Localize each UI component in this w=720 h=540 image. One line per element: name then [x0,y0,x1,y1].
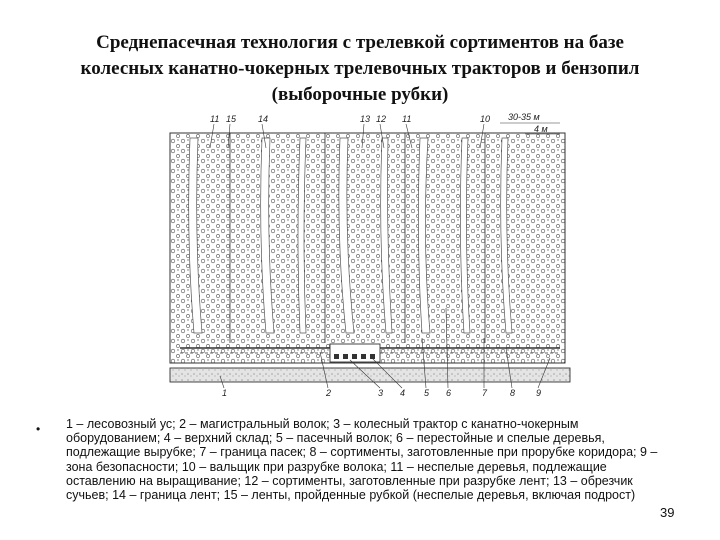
upper-landing [330,344,380,362]
legend-bullet: • [36,422,41,436]
page-number: 39 [660,505,675,520]
bottom-labels [222,388,541,398]
svg-text:6: 6 [446,388,452,398]
svg-text:2: 2 [326,388,332,398]
svg-text:1: 1 [222,388,228,398]
svg-text:7: 7 [482,388,488,398]
svg-text:13: 13 [360,114,371,124]
svg-text:11: 11 [210,114,220,124]
page-title [40,30,680,108]
svg-text:11: 11 [402,114,412,124]
svg-text:3: 3 [378,388,384,398]
svg-text:9: 9 [536,388,542,398]
svg-text:10: 10 [480,114,491,124]
svg-text:4 м: 4 м [534,124,548,134]
svg-text:30-35 м: 30-35 м [508,112,540,122]
svg-text:8: 8 [510,388,516,398]
svg-text:4: 4 [400,388,406,398]
svg-text:12: 12 [376,114,387,124]
legend-text: 1 – лесовозный ус; 2 – магистральный волок; 3 – колесный трактор с канатно-чокерным оборудованием; 4 – верхний склад; 5 – пасечный волок; 6 – перестойные и спелые деревья, подлежащие вырубке; 7 – граница пасек; 8 – сортименты, заготовленные при прорубке коридора; 9 – зона безопасности; 10 – вальщик при разрубке волока; 11 – неспелые деревья, подлежащие оставлению на выращивание; 12 – сортименты, заготовленные при разрубке лент; 13 – обрезчик сучьев; 14 – граница лент; 15 – ленты, пройденные рубкой (неспелые деревья, включая подрост) [66,417,658,503]
title-line-1: Среднепасечная технология с трелевкой сортиментов на базе [96,32,624,53]
title-line-3: (выборочные рубки) [271,84,449,105]
svg-text:5: 5 [424,388,430,398]
technology-diagram [150,108,580,398]
title-line-2: колесных канатно-чокерных трелевочных тракторов и бензопил [80,58,640,79]
top-labels [210,112,548,134]
svg-text:14: 14 [258,114,269,124]
svg-text:15: 15 [226,114,237,124]
